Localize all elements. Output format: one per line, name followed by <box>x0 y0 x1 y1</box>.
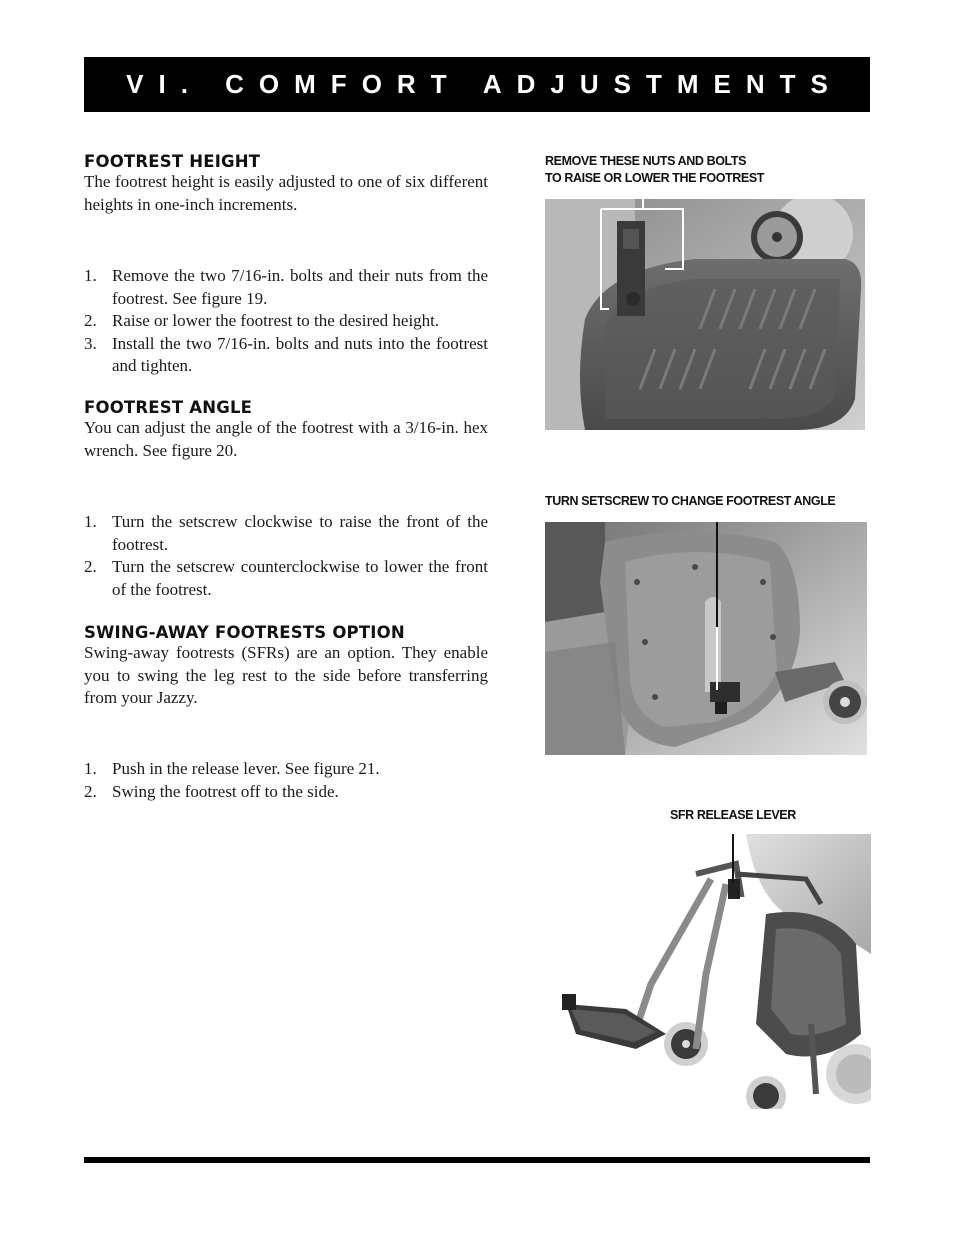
list-item: 3. Install the two 7/16-in. bolts and nuts into the footrest and tighten. <box>84 333 488 375</box>
figure-19-caption: REMOVE THESE NUTS AND BOLTS TO RAISE OR LOWER THE FOOTREST <box>545 154 765 185</box>
figure-21-caption: SFR RELEASE LEVER <box>670 808 796 822</box>
figure-21-sfr-lever-photo <box>556 834 871 1109</box>
figure-20-caption: TURN SETSCREW TO CHANGE FOOTREST ANGLE <box>545 494 836 508</box>
footrest-height-heading: FOOTREST HEIGHT <box>84 152 261 171</box>
footrest-angle-section <box>84 398 488 462</box>
figure-20-footrest-angle-photo <box>545 522 867 755</box>
list-item: 2. Turn the setscrew counterclockwise to lower the front of the footrest. <box>84 557 488 599</box>
list-item: 2. Swing the footrest off to the side. <box>84 781 339 801</box>
swing-away-intro: Swing-away footrests (SFRs) are an option. They enable you to swing the leg rest to the side before transferring from your Jazzy. <box>84 643 488 707</box>
footrest-angle-heading: FOOTREST ANGLE <box>84 398 253 417</box>
list-item: 1. Turn the setscrew clockwise to raise the front of the footrest. <box>84 512 488 554</box>
list-item: 2. Raise or lower the footrest to the desired height. <box>84 311 440 330</box>
list-item: 1. Push in the release lever. See figure 21. <box>84 759 380 778</box>
list-item: 1. Remove the two 7/16-in. bolts and their nuts from the footrest. See figure 19. <box>84 266 488 308</box>
swing-away-section <box>84 623 488 710</box>
footrest-height-section <box>84 152 488 216</box>
footrest-angle-steps <box>84 511 488 601</box>
figure-19-footrest-photo <box>545 199 865 430</box>
section-title: VI. COMFORT ADJUSTMENTS <box>126 69 843 99</box>
footrest-angle-intro: You can adjust the angle of the footrest with a 3/16-in. hex wrench. See figure 20. <box>84 418 488 460</box>
swing-away-steps <box>84 758 488 803</box>
section-banner <box>84 57 870 112</box>
footer-rule <box>84 1157 870 1163</box>
swing-away-heading: SWING-AWAY FOOTRESTS OPTION <box>84 623 405 642</box>
footrest-height-steps <box>84 265 488 378</box>
footrest-height-intro: The footrest height is easily adjusted to one of six different heights in one-inch increments. <box>84 172 488 214</box>
